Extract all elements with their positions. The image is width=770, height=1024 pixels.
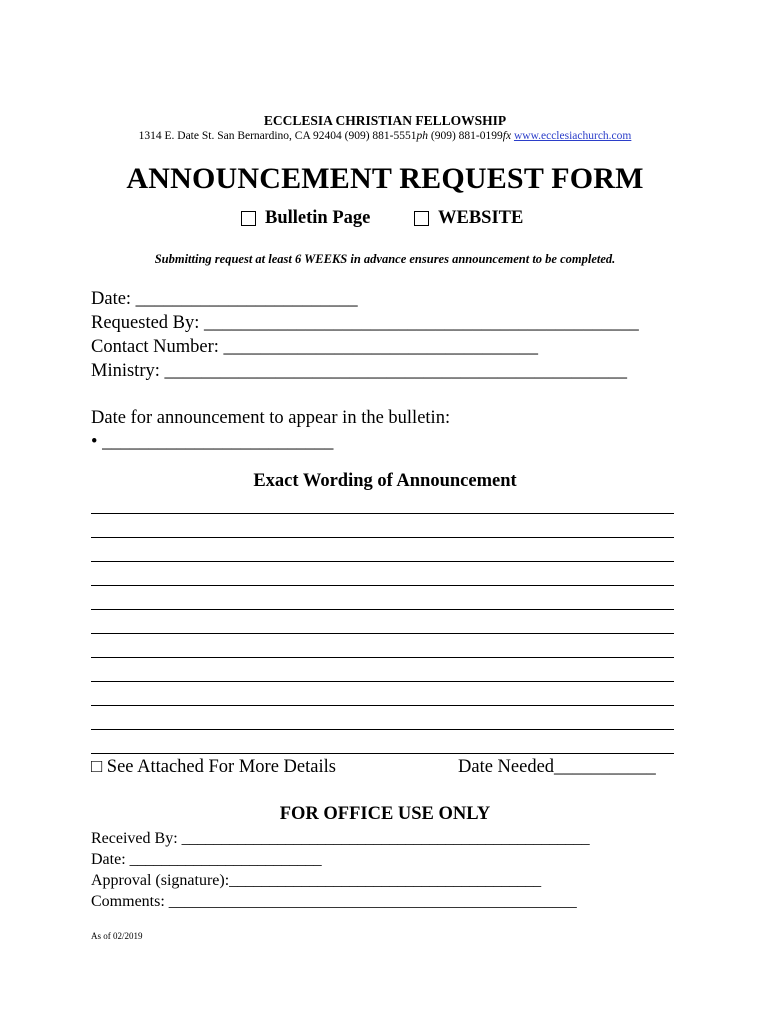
website-checkbox-icon[interactable] [414, 211, 429, 226]
approval-signature-field[interactable]: Approval (signature):_______________________________________ [91, 872, 542, 889]
comments-field[interactable]: Comments: ___________________________________________________ [91, 893, 577, 910]
wording-line[interactable] [91, 681, 674, 682]
contact-number-field[interactable]: Contact Number: __________________________________ [91, 337, 539, 357]
website-option-label: WEBSITE [438, 208, 524, 228]
organization-name: ECCLESIA CHRISTIAN FELLOWSHIP [263, 113, 507, 128]
bulletin-checkbox-icon[interactable] [241, 211, 256, 226]
fax-text: (909) 881-0199 [428, 130, 503, 142]
wording-line[interactable] [91, 705, 674, 706]
wording-line[interactable] [91, 753, 674, 754]
wording-line[interactable] [91, 609, 674, 610]
form-version: As of 02/2019 [91, 931, 143, 941]
ministry-field[interactable]: Ministry: __________________________________________________ [91, 361, 627, 381]
wording-line[interactable] [91, 561, 674, 562]
wording-line[interactable] [91, 657, 674, 658]
wording-line[interactable] [91, 729, 674, 730]
form-title: ANNOUNCEMENT REQUEST FORM [126, 162, 644, 195]
see-attached-checkbox[interactable]: □ See Attached For More Details [91, 757, 336, 777]
address-text: 1314 E. Date St. San Bernardino, CA 92404 (909) 881-5551 [138, 130, 417, 142]
received-by-field[interactable]: Received By: ___________________________________________________ [91, 830, 590, 847]
requested-by-field[interactable]: Requested By: _______________________________________________ [91, 313, 639, 333]
website-link[interactable]: www.ecclesiachurch.com [513, 130, 632, 142]
fax-suffix: fx [502, 130, 512, 142]
advance-notice: Submitting request at least 6 WEEKS in advance ensures announcement to be completed. [154, 252, 616, 266]
date-field[interactable]: Date: ________________________ [91, 289, 358, 309]
appear-date-label: Date for announcement to appear in the bulletin: [91, 408, 451, 428]
wording-line[interactable] [91, 537, 674, 538]
bulletin-page-option[interactable] [241, 208, 370, 229]
website-option[interactable] [414, 208, 523, 229]
organization-address [0, 130, 770, 142]
date-needed-field[interactable]: Date Needed___________ [458, 757, 656, 777]
office-date-field[interactable]: Date: ________________________ [91, 851, 322, 868]
wording-line[interactable] [91, 585, 674, 586]
phone-suffix: ph [416, 130, 429, 142]
wording-line[interactable] [91, 633, 674, 634]
bulletin-option-label: Bulletin Page [265, 208, 371, 228]
wording-line[interactable] [91, 513, 674, 514]
office-use-heading: FOR OFFICE USE ONLY [279, 804, 491, 824]
appear-date-field[interactable]: • _________________________ [91, 432, 334, 452]
wording-heading: Exact Wording of Announcement [253, 471, 517, 491]
